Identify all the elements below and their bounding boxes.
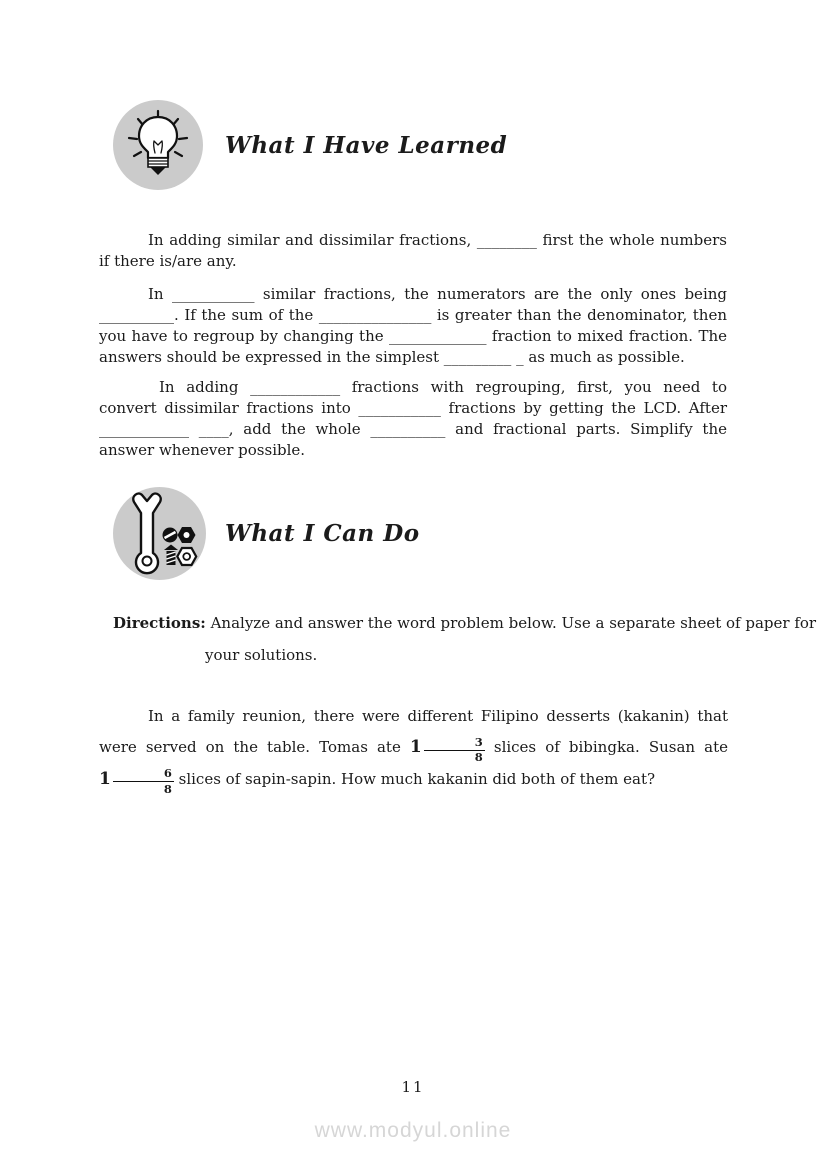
mixed-number-1-fraction xyxy=(424,734,485,764)
section-title-what-i-can-do: What I Can Do xyxy=(225,520,420,547)
word-problem-part3: slices of sapin-sapin. How much kakanin did both of them eat? xyxy=(173,769,656,788)
directions-label: Directions: xyxy=(113,614,206,632)
paragraph-adding-similar-dissimilar: In adding similar and dissimilar fractions, ________ first the whole numbers if there is/are any. xyxy=(99,231,727,270)
section-header-what-i-can-do xyxy=(113,487,420,580)
mixed-number-2 xyxy=(99,766,174,796)
word-problem-part1: In a family reunion, there were different Filipino desserts (kakanin) that were served on the table. Tomas ate xyxy=(99,707,728,756)
page-number: 11 xyxy=(401,1078,425,1096)
paragraph-similar-fractions-rule: In ___________ similar fractions, the numerators are the only ones being __________. If the sum of the _______________ is greater than the denominator, then you have to regroup by changing the _____________ fraction to mixed fraction. The answers should be expressed in the simplest _________ _ as much as possible. xyxy=(99,285,727,366)
mixed-number-2-fraction xyxy=(113,768,174,795)
mixed-number-1-numerator: 3 xyxy=(424,737,485,751)
mixed-number-2-numerator: 6 xyxy=(113,768,174,782)
section-header-what-i-have-learned xyxy=(113,100,507,190)
paragraph-regrouping-rule: In adding ____________ fractions with regrouping, first, you need to convert dissimilar fractions into ___________ fractions by getting the LCD. After ____________ ____, add the whole __________ and fractional parts. Simplify the answer whenever possible. xyxy=(99,378,727,459)
mixed-number-1-denominator: 8 xyxy=(474,750,483,764)
mixed-number-1 xyxy=(409,734,485,764)
watermark: www.modyul.online xyxy=(314,1119,512,1142)
word-problem-part2: slices of bibingka. Susan ate xyxy=(484,738,729,756)
mixed-number-2-whole: 1 xyxy=(99,768,111,789)
mixed-number-1-whole: 1 xyxy=(409,737,422,757)
directions xyxy=(99,607,826,671)
section-title-what-i-have-learned: What I Have Learned xyxy=(225,131,508,159)
mixed-number-2-denominator: 8 xyxy=(163,781,172,796)
directions-text: Analyze and answer the word problem below. Use a separate sheet of paper for your solutions. xyxy=(205,614,817,664)
wrench-icon xyxy=(113,487,206,580)
word-problem xyxy=(99,701,728,795)
lightbulb-icon xyxy=(113,100,203,190)
